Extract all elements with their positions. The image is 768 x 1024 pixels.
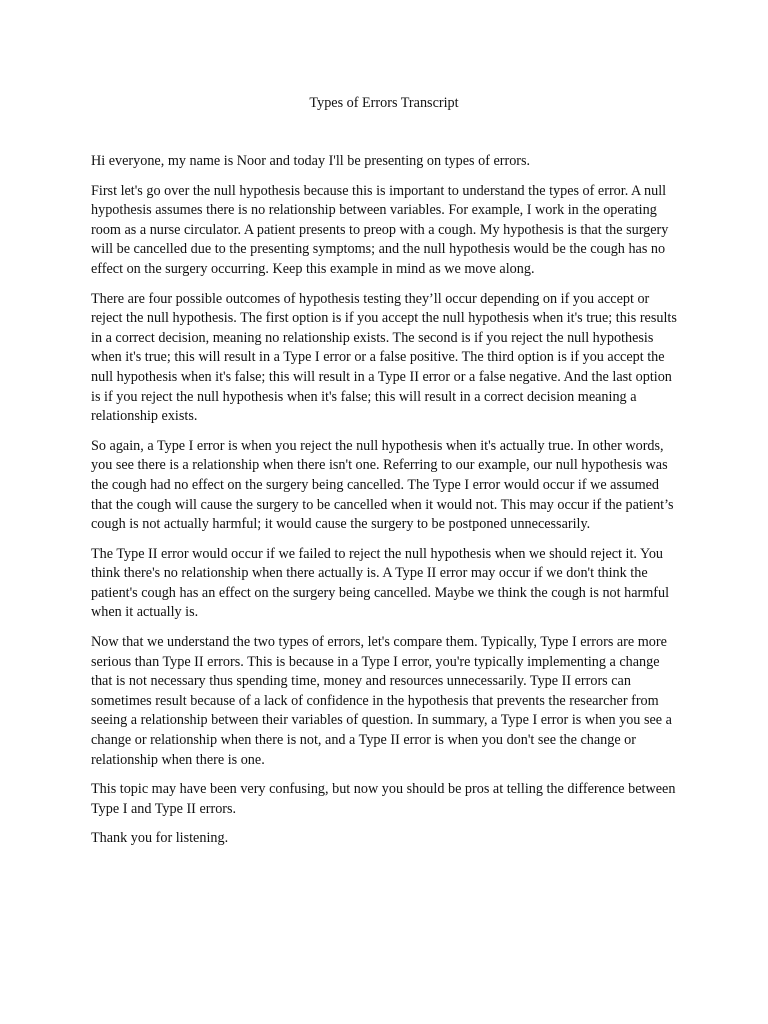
paragraph-type-two-error: The Type II error would occur if we failed to reject the null hypothesis when we should reject it. You think there's no relationship when there actually is. A Type II error may occur if we don't think the patient's cough has an effect on the surgery being cancelled. Maybe we think the cough is not harmful when it actually is.	[91, 545, 670, 621]
paragraph-thanks: Thank you for listening.	[91, 830, 229, 847]
paragraph-null-hypothesis: First let's go over the null hypothesis because this is important to understand the types of error. A null hypothesis assumes there is no relationship between variables. For example, I work in the operating room as a nurse circulator. A patient presents to preop with a cough. My hypothesis is that the surgery will be cancelled due to the presenting symptoms; and the null hypothesis would be the cough has no effect on the surgery occurring. Keep this example in mind as we move along.	[91, 182, 669, 277]
paragraph-comparison: Now that we understand the two types of errors, let's compare them. Typically, Type I errors are more serious than Type II errors. This is because in a Type I error, you're typically implementing a change that is not necessary thus spending time, money and resources unnecessarily. Type II errors can sometimes result because of a lack of confidence in the hypothesis that prevents the researcher from seeing a relationship between their variables of question. In summary, a Type I error is when you see a change or relationship when there is not, and a Type II error is when you don't see the change or relationship when there is one.	[91, 634, 672, 768]
paragraph-intro: Hi everyone, my name is Noor and today I'll be presenting on types of errors.	[91, 153, 531, 169]
paragraph-conclusion: This topic may have been very confusing, but now you should be pros at telling the difference between Type I and Type II errors.	[91, 781, 676, 817]
paragraph-type-one-error: So again, a Type I error is when you reject the null hypothesis when it's actually true. In other words, you see there is a relationship when there isn't one. Referring to our example, our null hypothesis was the cough had no effect on the surgery being cancelled. The Type I error would occur if we assumed that the cough will cause the surgery to be cancelled when it would not. This may occur if the patient’s cough is not actually harmful; it would cause the surgery to be postponed unnecessarily.	[91, 437, 674, 533]
document-title: Types of Errors Transcript	[309, 95, 459, 111]
document-body	[91, 152, 678, 859]
paragraph-four-outcomes: There are four possible outcomes of hypothesis testing they’ll occur depending on if you accept or reject the null hypothesis. The first option is if you accept the null hypothesis when it's true; this results in a correct decision, meaning no relationship exists. The second is if you reject the null hypothesis when it's true; this will result in a Type I error or a false positive. The third option is if you accept the null hypothesis when it's false; this will result in a Type II error or a false negative. And the last option is if you reject the null hypothesis when it's false; this will result in a correct decision meaning a relationship exists.	[91, 290, 677, 425]
